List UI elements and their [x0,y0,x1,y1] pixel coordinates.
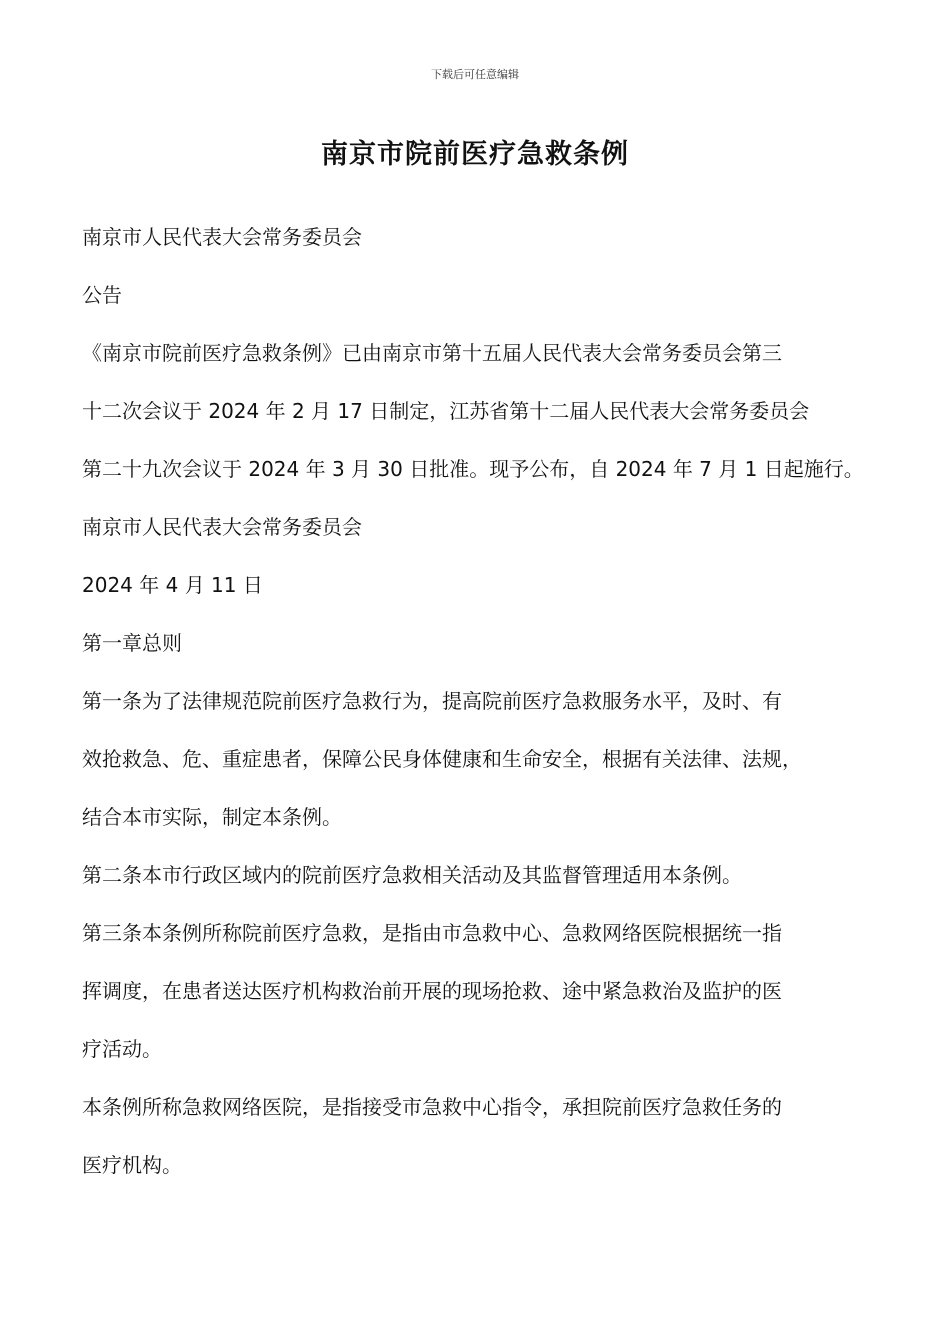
announcement-line: 十二次会议于 2024 年 2 月 17 日制定，江苏省第十二届人民代表大会常务委员会 [82,399,810,423]
article-3-paragraph-2 [82,1088,882,1204]
article-line: 第一条为了法律规范院前医疗急救行为，提高院前医疗急救服务水平，及时、有 [82,689,782,713]
chapter-heading: 第一章总则 [82,631,182,655]
article-line: 结合本市实际，制定本条例。 [82,805,342,829]
notice-heading: 公告 [82,283,122,307]
article-line: 第三条本条例所称院前医疗急救，是指由市急救中心、急救网络医院根据统一指 [82,921,782,945]
article-2: 第二条本市行政区域内的院前医疗急救相关活动及其监督管理适用本条例。 [82,863,742,887]
announcement-line: 第二十九次会议于 2024 年 3 月 30 日批准。现予公布，自 2024 年 7 月 1 日起施行。 [82,457,864,481]
article-line: 疗活动。 [82,1037,162,1061]
date-line: 2024 年 4 月 11 日 [82,573,263,597]
article-line: 医疗机构。 [82,1153,182,1177]
issuer-line: 南京市人民代表大会常务委员会 [82,225,362,249]
document-title: 南京市院前医疗急救条例 [321,139,629,170]
announcement-line: 《南京市院前医疗急救条例》已由南京市第十五届人民代表大会常务委员会第三 [82,341,782,365]
document-body [82,218,882,1204]
article-line: 挥调度，在患者送达医疗机构救治前开展的现场抢救、途中紧急救治及监护的医 [82,979,782,1003]
article-line: 本条例所称急救网络医院，是指接受市急救中心指令，承担院前医疗急救任务的 [82,1095,782,1119]
article-1 [82,682,882,856]
announcement-paragraph [82,334,882,508]
article-3 [82,914,882,1088]
signer-line: 南京市人民代表大会常务委员会 [82,515,362,539]
header-note: 下载后可任意编辑 [431,68,519,81]
article-line: 效抢救急、危、重症患者，保障公民身体健康和生命安全，根据有关法律、法规， [82,747,802,771]
